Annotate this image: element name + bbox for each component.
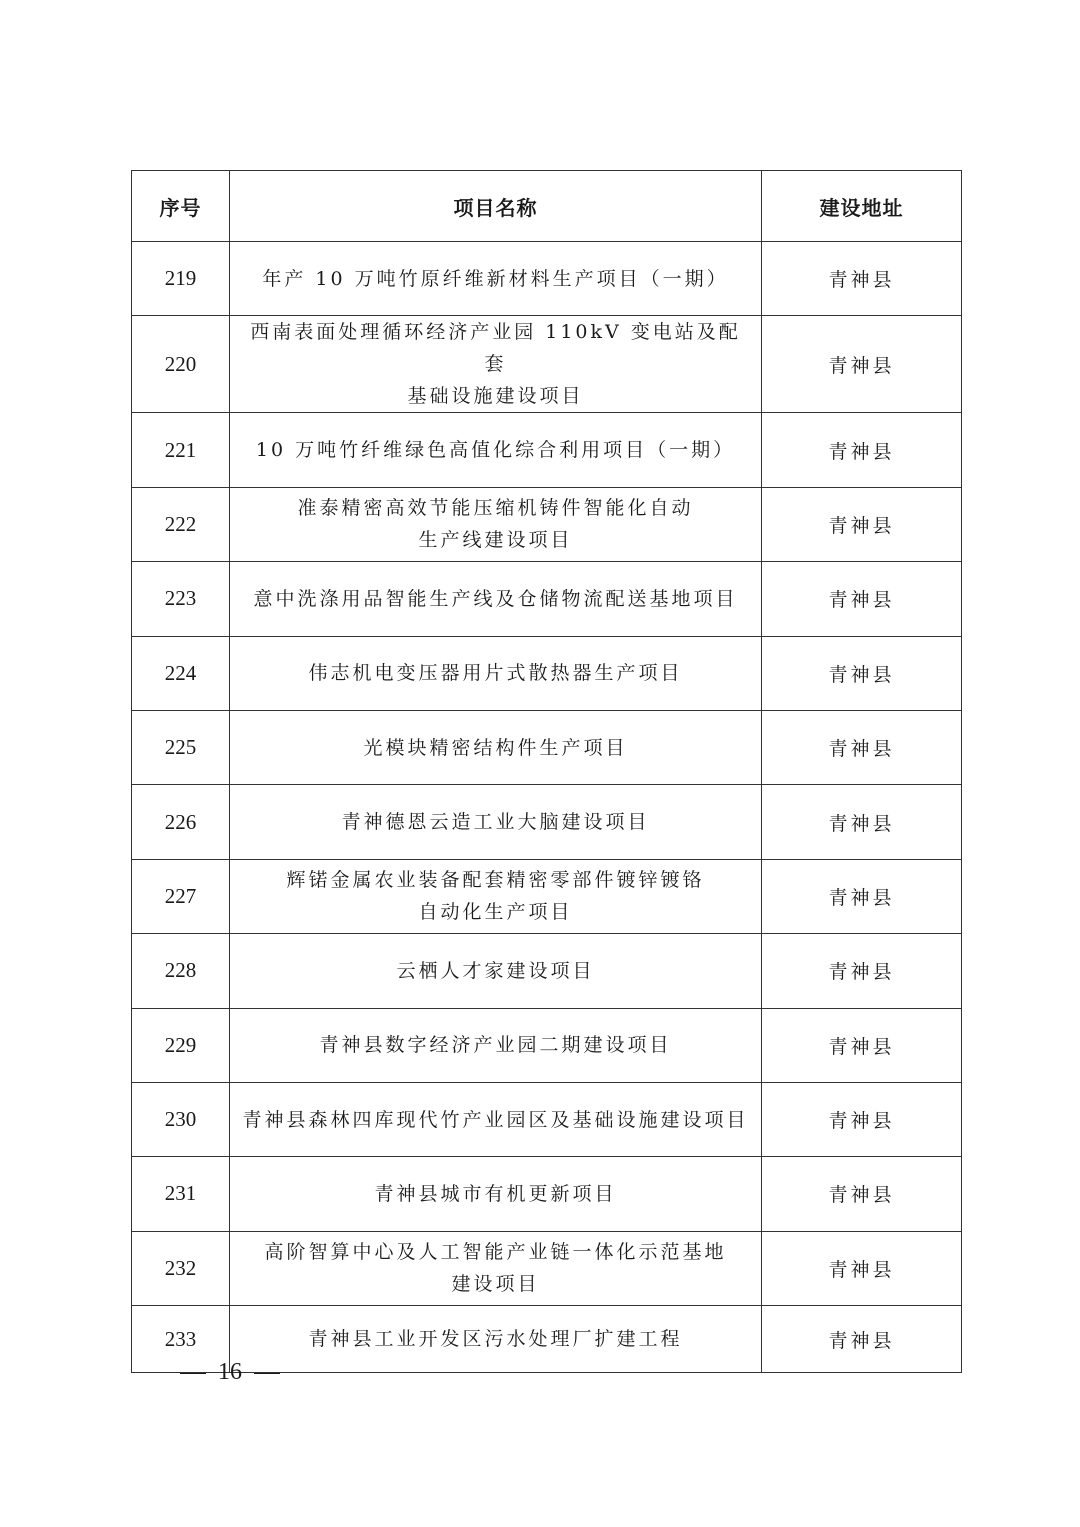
location-cell: 青神县 xyxy=(762,785,962,859)
serial-number-cell: 227 xyxy=(132,859,230,933)
project-name-line: 光模块精密结构件生产项目 xyxy=(363,736,628,759)
table-row xyxy=(132,785,962,859)
serial-number-cell: 231 xyxy=(132,1157,230,1231)
serial-number-cell: 220 xyxy=(132,316,230,413)
table-row xyxy=(132,710,962,784)
project-name-line: 意中洗涤用品智能生产线及仓储物流配送基地项目 xyxy=(253,587,738,610)
project-name-cell xyxy=(230,636,762,710)
project-name-cell xyxy=(230,316,762,413)
location-cell: 青神县 xyxy=(762,242,962,316)
location-cell: 青神县 xyxy=(762,934,962,1008)
header-serial-number: 序号 xyxy=(132,171,230,242)
project-name-line: 年产 10 万吨竹原纤维新材料生产项目（一期） xyxy=(262,267,729,290)
location-cell: 青神县 xyxy=(762,1082,962,1156)
project-name-line: 西南表面处理循环经济产业园 110kV 变电站及配套 xyxy=(250,321,741,376)
project-name-cell xyxy=(230,710,762,784)
project-name-line: 云栖人才家建设项目 xyxy=(396,959,595,982)
location-cell: 青神县 xyxy=(762,316,962,413)
header-location: 建设地址 xyxy=(762,171,962,242)
page-footer xyxy=(168,1352,292,1392)
project-name-line: 生产线建设项目 xyxy=(418,529,573,552)
project-name-cell xyxy=(230,934,762,1008)
project-name-line: 自动化生产项目 xyxy=(418,901,573,924)
project-name-cell xyxy=(230,1082,762,1156)
project-name-line: 10 万吨竹纤维绿色高值化综合利用项目（一期） xyxy=(255,439,736,462)
table-row xyxy=(132,562,962,636)
footer-dash-right xyxy=(254,1373,280,1374)
project-name-line: 青神县城市有机更新项目 xyxy=(374,1182,617,1205)
location-cell: 青神县 xyxy=(762,1157,962,1231)
project-name-cell xyxy=(230,242,762,316)
footer-dash-left xyxy=(180,1373,206,1374)
table-header-row xyxy=(132,171,962,242)
project-name-line: 辉锘金属农业装备配套精密零部件镀锌镀铬 xyxy=(286,869,705,892)
table-row xyxy=(132,1082,962,1156)
serial-number-cell: 219 xyxy=(132,242,230,316)
location-cell: 青神县 xyxy=(762,1008,962,1082)
table-row xyxy=(132,859,962,933)
project-name-line: 基础设施建设项目 xyxy=(407,385,584,408)
serial-number-cell: 222 xyxy=(132,487,230,561)
serial-number-cell: 225 xyxy=(132,710,230,784)
project-name-cell xyxy=(230,487,762,561)
project-name-cell xyxy=(230,785,762,859)
serial-number-cell: 221 xyxy=(132,413,230,487)
project-name-line: 青神县工业开发区污水处理厂扩建工程 xyxy=(308,1328,683,1351)
project-name-cell xyxy=(230,1306,762,1373)
project-name-line: 青神德恩云造工业大脑建设项目 xyxy=(341,811,650,834)
project-name-cell xyxy=(230,859,762,933)
location-cell: 青神县 xyxy=(762,859,962,933)
table-row xyxy=(132,413,962,487)
location-cell: 青神县 xyxy=(762,487,962,561)
location-cell: 青神县 xyxy=(762,1306,962,1373)
project-name-line: 伟志机电变压器用片式散热器生产项目 xyxy=(308,662,683,685)
project-table xyxy=(131,170,962,1373)
project-name-line: 高阶智算中心及人工智能产业链一体化示范基地 xyxy=(264,1241,727,1264)
table-body xyxy=(132,242,962,1373)
project-name-cell xyxy=(230,1008,762,1082)
table-row xyxy=(132,242,962,316)
project-name-cell xyxy=(230,1231,762,1305)
project-name-line: 建设项目 xyxy=(451,1273,540,1296)
table-row xyxy=(132,934,962,1008)
table-row xyxy=(132,1157,962,1231)
location-cell: 青神县 xyxy=(762,413,962,487)
location-cell: 青神县 xyxy=(762,636,962,710)
location-cell: 青神县 xyxy=(762,710,962,784)
project-name-cell xyxy=(230,1157,762,1231)
project-name-cell xyxy=(230,413,762,487)
location-cell: 青神县 xyxy=(762,562,962,636)
serial-number-cell: 223 xyxy=(132,562,230,636)
table-row xyxy=(132,636,962,710)
location-cell: 青神县 xyxy=(762,1231,962,1305)
project-name-cell xyxy=(230,562,762,636)
table-row xyxy=(132,1231,962,1305)
page-number: 16 xyxy=(218,1359,242,1385)
serial-number-cell: 233 xyxy=(132,1306,230,1373)
serial-number-cell: 229 xyxy=(132,1008,230,1082)
project-name-line: 青神县数字经济产业园二期建设项目 xyxy=(319,1034,672,1057)
serial-number-cell: 228 xyxy=(132,934,230,1008)
serial-number-cell: 232 xyxy=(132,1231,230,1305)
table-row xyxy=(132,487,962,561)
serial-number-cell: 226 xyxy=(132,785,230,859)
serial-number-cell: 230 xyxy=(132,1082,230,1156)
project-name-line: 准泰精密高效节能压缩机铸件智能化自动 xyxy=(297,497,694,520)
project-name-line: 青神县森林四库现代竹产业园区及基础设施建设项目 xyxy=(242,1108,749,1131)
serial-number-cell: 224 xyxy=(132,636,230,710)
table-row xyxy=(132,1008,962,1082)
header-project-name: 项目名称 xyxy=(230,171,762,242)
table-row xyxy=(132,316,962,413)
